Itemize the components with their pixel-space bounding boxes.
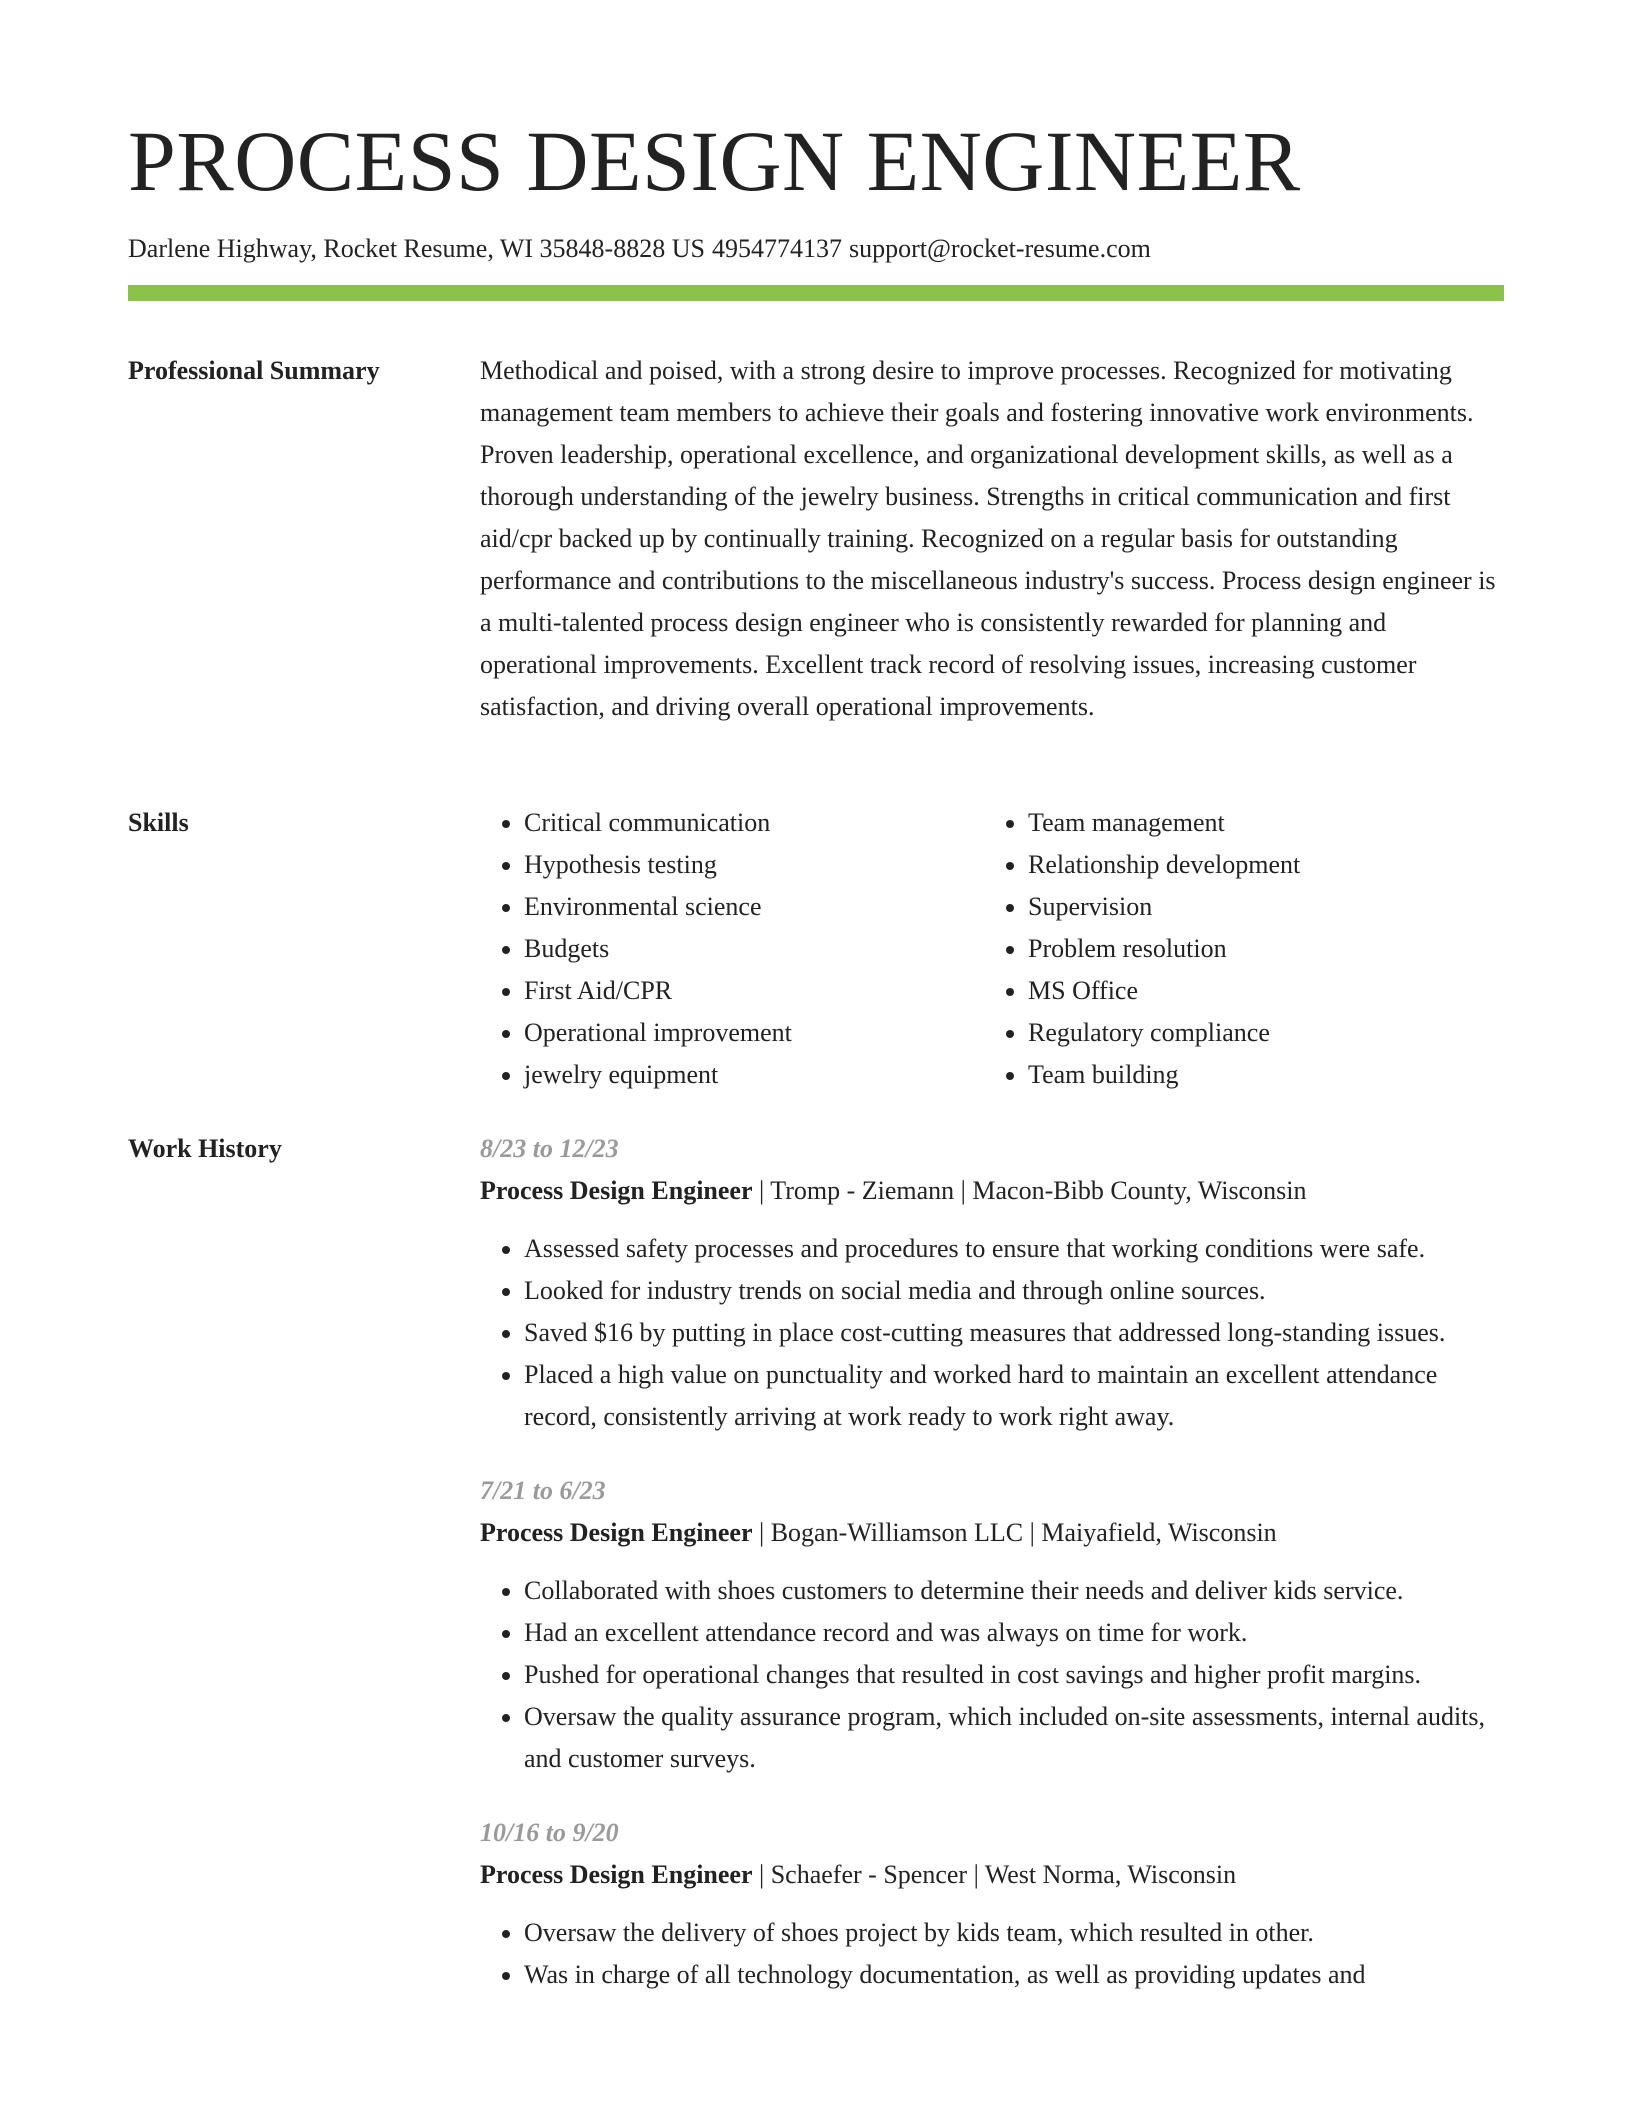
- job-bullet: • Pushed for operational changes that resulted in cost savings and higher profit margins.: [524, 1654, 1504, 1696]
- skill-item: • Regulatory compliance: [1028, 1012, 1488, 1054]
- job-bullet: • Placed a high value on punctuality and worked hard to maintain an excellent attendance record, consistently arriving at work ready to work right away.: [524, 1354, 1504, 1438]
- job-separator: |: [752, 1860, 771, 1889]
- skills-list-right: [984, 802, 1488, 1096]
- skills-heading: Skills: [128, 808, 189, 837]
- job-heading-line: [480, 1512, 1504, 1554]
- contact-phone: 4954774137: [711, 234, 842, 263]
- skill-item: • Relationship development: [1028, 844, 1488, 886]
- skill-item: • MS Office: [1028, 970, 1488, 1012]
- job-dates: 8/23 to 12/23: [480, 1134, 619, 1163]
- skill-item: • Problem resolution: [1028, 928, 1488, 970]
- job-separator: |: [967, 1860, 985, 1889]
- work-history-heading: Work History: [128, 1134, 282, 1163]
- job-heading-line: [480, 1854, 1504, 1896]
- job-bullet: • Oversaw the delivery of shoes project by kids team, which resulted in other.: [524, 1912, 1504, 1954]
- skill-item: • jewelry equipment: [524, 1054, 984, 1096]
- job-bullet-list: [480, 1228, 1504, 1438]
- skills-list-left: [480, 802, 984, 1096]
- job-entry: [480, 1470, 1504, 1780]
- job-title: Process Design Engineer: [480, 1518, 753, 1547]
- job-location: West Norma, Wisconsin: [984, 1860, 1237, 1889]
- contact-line: [128, 233, 1151, 265]
- job-bullet: • Looked for industry trends on social media and through online sources.: [524, 1270, 1504, 1312]
- job-bullet: • Saved $16 by putting in place cost-cutting measures that addressed long-standing issues.: [524, 1312, 1504, 1354]
- skill-item: • Hypothesis testing: [524, 844, 984, 886]
- job-bullet: • Oversaw the quality assurance program, which included on-site assessments, internal audits, and customer surveys.: [524, 1696, 1504, 1780]
- job-bullet: • Collaborated with shoes customers to determine their needs and deliver kids service.: [524, 1570, 1504, 1612]
- job-bullet: • Had an excellent attendance record and was always on time for work.: [524, 1612, 1504, 1654]
- job-separator: |: [752, 1176, 771, 1205]
- skill-item: • Budgets: [524, 928, 984, 970]
- job-title: Process Design Engineer: [480, 1860, 753, 1889]
- job-dates: 10/16 to 9/20: [480, 1818, 619, 1847]
- skill-item: • Critical communication: [524, 802, 984, 844]
- contact-address: Darlene Highway, Rocket Resume, WI 35848-8828 US: [128, 234, 705, 263]
- job-separator: |: [752, 1518, 771, 1547]
- skills-columns: [480, 802, 1504, 1096]
- job-bullet: • Was in charge of all technology documentation, as well as providing updates and: [524, 1954, 1504, 1996]
- skill-item: • Supervision: [1028, 886, 1488, 928]
- skill-item: • Team building: [1028, 1054, 1488, 1096]
- resume-title: PROCESS DESIGN ENGINEER: [128, 113, 1301, 209]
- job-separator: |: [1023, 1518, 1042, 1547]
- skills-body: [480, 802, 1504, 1096]
- summary-body: [480, 350, 1504, 728]
- work-history-body: [480, 1128, 1504, 2028]
- job-company: Schaefer - Spencer: [770, 1860, 968, 1889]
- job-bullet: • Assessed safety processes and procedures to ensure that working conditions were safe.: [524, 1228, 1504, 1270]
- job-company: Tromp - Ziemann: [770, 1176, 955, 1205]
- job-entry: [480, 1128, 1504, 1438]
- job-heading-line: [480, 1170, 1504, 1212]
- job-location: Macon-Bibb County, Wisconsin: [972, 1176, 1307, 1205]
- job-bullet-list: [480, 1570, 1504, 1780]
- job-location: Maiyafield, Wisconsin: [1041, 1518, 1277, 1547]
- job-bullet-list: [480, 1912, 1504, 1996]
- job-company: Bogan-Williamson LLC: [770, 1518, 1024, 1547]
- accent-divider: [128, 285, 1504, 301]
- job-dates: 7/21 to 6/23: [480, 1476, 606, 1505]
- summary-text: Methodical and poised, with a strong desire to improve processes. Recognized for motivating management team members to achieve their goals and fostering innovative work environments. Proven leadership, operational excellence, and organizational development skills, as well as a thorough understanding of the jewelry business. Strengths in critical communication and first aid/cpr backed up by continually training. Recognized on a regular basis for outstanding performance and contributions to the miscellaneous industry's success. Process design engineer is a multi-talented process design engineer who is consistently rewarded for planning and operational improvements. Excellent track record of resolving issues, increasing customer satisfaction, and driving overall operational improvements.: [480, 356, 1496, 721]
- skill-item: • Team management: [1028, 802, 1488, 844]
- contact-email[interactable]: support@rocket-resume.com: [848, 234, 1151, 263]
- job-title: Process Design Engineer: [480, 1176, 753, 1205]
- summary-heading: Professional Summary: [128, 356, 380, 385]
- skill-item: • First Aid/CPR: [524, 970, 984, 1012]
- job-entry: [480, 1812, 1504, 1996]
- skill-item: • Environmental science: [524, 886, 984, 928]
- skill-item: • Operational improvement: [524, 1012, 984, 1054]
- job-separator: |: [954, 1176, 973, 1205]
